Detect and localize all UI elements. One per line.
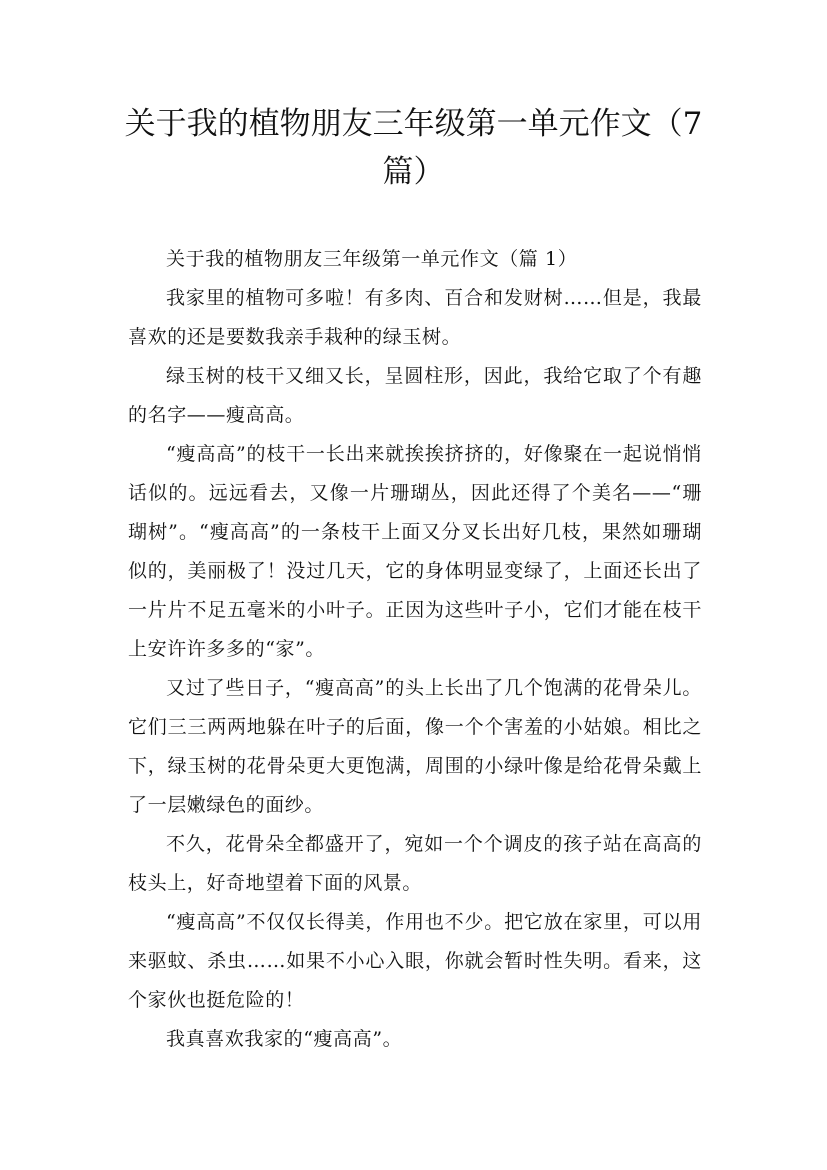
paragraph-2: 绿玉树的枝干又细又长，呈圆柱形，因此，我给它取了个有趣的名字——瘦高高。 bbox=[128, 365, 702, 426]
paragraph-3: “瘦高高”的枝干一长出来就挨挨挤挤的，好像聚在一起说悄悄话似的。远远看去，又像一片珊瑚丛，因此还得了个美名——“珊瑚树”。“瘦高高”的一条枝干上面又分叉长出好几枝，果然如珊瑚似的，美丽极了！没过几天，它的身体明显变绿了，上面还长出了一片片不足五毫米的小叶子。正因为这些叶子小，它们才能在枝干上安许许多多的“家”。 bbox=[128, 443, 702, 660]
paragraph-5: 不久，花骨朵全都盛开了，宛如一个个调皮的孩子站在高高的枝头上，好奇地望着下面的风景。 bbox=[128, 833, 702, 894]
document-title: 关于我的植物朋友三年级第一单元作文（7篇） bbox=[124, 106, 703, 190]
paragraph-4: 又过了些日子，“瘦高高”的头上长出了几个饱满的花骨朵儿。它们三三两两地躲在叶子的后面，像一个个害羞的小姑娘。相比之下，绿玉树的花骨朵更大更饱满，周围的小绿叶像是给花骨朵戴上了一层嫩绿色的面纱。 bbox=[128, 677, 702, 816]
essay-heading: 关于我的植物朋友三年级第一单元作文（篇 1） bbox=[166, 248, 578, 270]
document-body bbox=[128, 240, 702, 1059]
paragraph-7: 我真喜欢我家的“瘦高高”。 bbox=[166, 1028, 403, 1050]
paragraph-6: “瘦高高”不仅仅长得美，作用也不少。把它放在家里，可以用来驱蚊、杀虫……如果不小心入眼，你就会暂时性失明。看来，这个家伙也挺危险的！ bbox=[128, 911, 702, 1011]
paragraph-1: 我家里的植物可多啦！有多肉、百合和发财树……但是，我最喜欢的还是要数我亲手栽种的绿玉树。 bbox=[128, 287, 702, 348]
